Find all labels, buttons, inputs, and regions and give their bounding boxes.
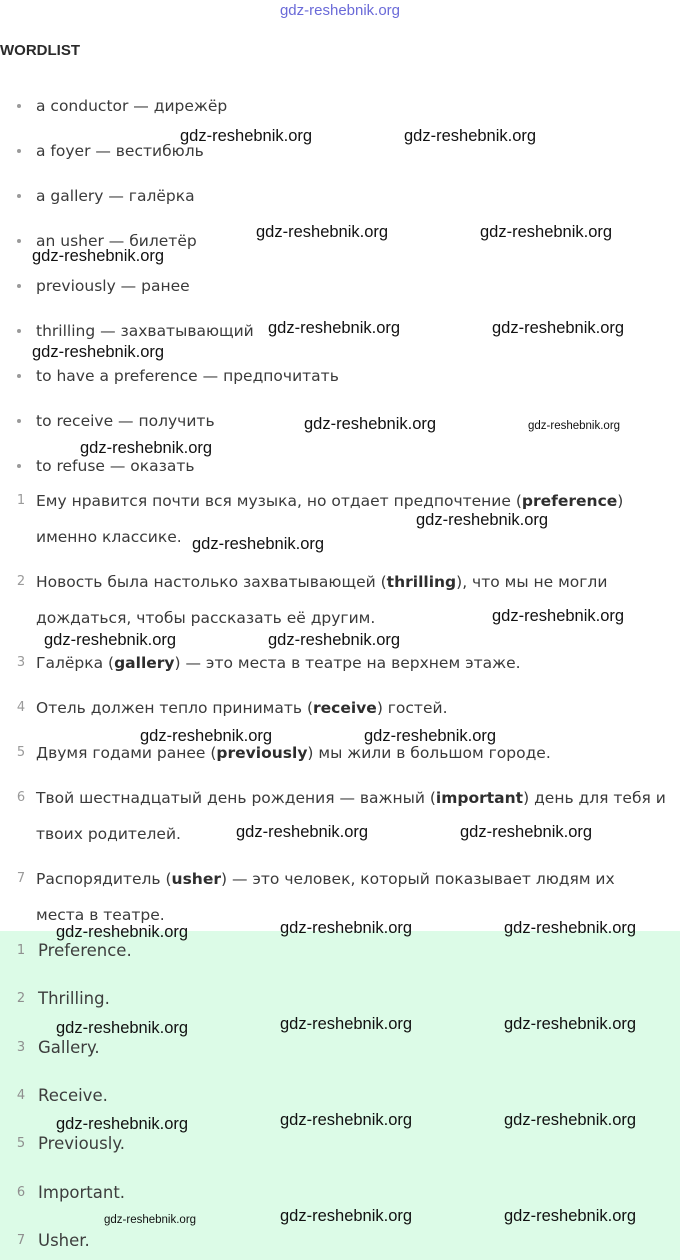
answer-number: 3 bbox=[16, 1040, 26, 1055]
task-number: 1 bbox=[16, 493, 26, 508]
answer-item bbox=[0, 1083, 680, 1109]
task-answer-word: usher bbox=[171, 870, 221, 888]
bullet-icon bbox=[17, 149, 21, 153]
answer-number: 2 bbox=[16, 991, 26, 1006]
answer-text: Previously. bbox=[38, 1134, 125, 1153]
task-text: Распорядитель (usher) — это человек, который показывает людям их bbox=[36, 870, 615, 888]
watermark: gdz-reshebnik.org bbox=[268, 631, 401, 649]
watermark: gdz-reshebnik.org bbox=[460, 823, 593, 841]
watermark: gdz-reshebnik.org bbox=[280, 1015, 413, 1033]
task-answer-word: previously bbox=[216, 744, 308, 762]
task-answer-word: preference bbox=[521, 492, 618, 510]
task-text: Галёрка (gallery) — это места в театре на верхнем этаже. bbox=[36, 654, 521, 672]
watermark: gdz-reshebnik.org bbox=[404, 127, 537, 145]
task-text: Новость была настолько захватывающей (thrilling), что мы не могли bbox=[36, 573, 608, 591]
watermark: gdz-reshebnik.org bbox=[504, 1207, 637, 1225]
task-number: 5 bbox=[16, 745, 26, 760]
answer-number: 7 bbox=[16, 1233, 26, 1248]
answer-item bbox=[0, 1228, 680, 1254]
watermark: gdz-reshebnik.org bbox=[56, 923, 189, 941]
answer-number: 4 bbox=[16, 1088, 26, 1103]
watermark: gdz-reshebnik.org bbox=[504, 1111, 637, 1129]
task-text-continued: места в театре. bbox=[36, 906, 165, 924]
watermark: gdz-reshebnik.org bbox=[504, 919, 637, 937]
site-watermark-header: gdz-reshebnik.org bbox=[279, 2, 401, 19]
watermark: gdz-reshebnik.org bbox=[56, 1115, 189, 1133]
task-text: Твой шестнадцатый день рождения — важный (important) день для тебя и bbox=[36, 789, 666, 807]
watermark: gdz-reshebnik.org bbox=[140, 727, 273, 745]
task-text-continued: твоих родителей. bbox=[36, 825, 181, 843]
word-entry: an usher — билетёр bbox=[36, 232, 197, 250]
answer-item bbox=[0, 1131, 680, 1157]
bullet-icon bbox=[17, 104, 21, 108]
word-entry: to refuse — оказать bbox=[36, 457, 195, 475]
task-number: 7 bbox=[16, 871, 26, 886]
bullet-icon bbox=[17, 464, 21, 468]
task-text-continued: именно классике. bbox=[36, 528, 182, 546]
task-answer-word: important bbox=[435, 789, 524, 807]
answer-text: Usher. bbox=[38, 1231, 90, 1250]
answer-number: 1 bbox=[16, 943, 26, 958]
answer-text: Important. bbox=[38, 1183, 126, 1202]
bullet-icon bbox=[17, 194, 21, 198]
bullet-icon bbox=[17, 239, 21, 243]
watermark: gdz-reshebnik.org bbox=[416, 511, 549, 529]
word-entry: a gallery — галёрка bbox=[36, 187, 195, 205]
watermark: gdz-reshebnik.org bbox=[80, 439, 213, 457]
watermark: gdz-reshebnik.org bbox=[256, 223, 389, 241]
watermark: gdz-reshebnik.org bbox=[268, 319, 401, 337]
task-number: 4 bbox=[16, 700, 26, 715]
watermark: gdz-reshebnik.org bbox=[480, 223, 613, 241]
watermark: gdz-reshebnik.org bbox=[180, 127, 313, 145]
watermark: gdz-reshebnik.org bbox=[56, 1019, 189, 1037]
watermark: gdz-reshebnik.org bbox=[504, 1015, 637, 1033]
task-number: 3 bbox=[16, 655, 26, 670]
answer-text: Preference. bbox=[38, 941, 132, 960]
answer-item bbox=[0, 986, 680, 1012]
bullet-icon bbox=[17, 329, 21, 333]
word-entry: a conductor — дирежёр bbox=[36, 97, 228, 115]
task-answer-word: gallery bbox=[114, 654, 175, 672]
wordlist-heading: WORDLIST bbox=[0, 42, 80, 59]
watermark: gdz-reshebnik.org bbox=[492, 607, 625, 625]
task-text: Ему нравится почти вся музыка, но отдает предпочтение (preference) bbox=[36, 492, 624, 510]
answer-number: 6 bbox=[16, 1185, 26, 1200]
watermark: gdz-reshebnik.org bbox=[32, 343, 165, 361]
answer-item bbox=[0, 1180, 680, 1206]
watermark: gdz-reshebnik.org bbox=[32, 247, 165, 265]
answer-number: 5 bbox=[16, 1136, 26, 1151]
word-entry: a foyer — вестибюль bbox=[36, 142, 204, 160]
answer-item bbox=[0, 1035, 680, 1061]
watermark: gdz-reshebnik.org bbox=[44, 631, 177, 649]
watermark: gdz-reshebnik.org bbox=[528, 420, 621, 432]
watermark: gdz-reshebnik.org bbox=[280, 1207, 413, 1225]
task-text: Двумя годами ранее (previously) мы жили в большом городе. bbox=[36, 744, 551, 762]
watermark: gdz-reshebnik.org bbox=[104, 1214, 197, 1226]
answer-text: Thrilling. bbox=[38, 989, 110, 1008]
bullet-icon bbox=[17, 284, 21, 288]
watermark: gdz-reshebnik.org bbox=[192, 535, 325, 553]
answer-text: Gallery. bbox=[38, 1038, 100, 1057]
bullet-icon bbox=[17, 374, 21, 378]
word-entry: to receive — получить bbox=[36, 412, 215, 430]
task-answer-word: receive bbox=[313, 699, 377, 717]
word-entry: previously — ранее bbox=[36, 277, 190, 295]
task-answer-word: thrilling bbox=[386, 573, 457, 591]
bullet-icon bbox=[17, 419, 21, 423]
watermark: gdz-reshebnik.org bbox=[492, 319, 625, 337]
answer-text: Receive. bbox=[38, 1086, 108, 1105]
watermark: gdz-reshebnik.org bbox=[280, 919, 413, 937]
task-number: 2 bbox=[16, 574, 26, 589]
word-entry: thrilling — захватывающий bbox=[36, 322, 254, 340]
watermark: gdz-reshebnik.org bbox=[364, 727, 497, 745]
watermark: gdz-reshebnik.org bbox=[280, 1111, 413, 1129]
watermark: gdz-reshebnik.org bbox=[304, 415, 437, 433]
task-number: 6 bbox=[16, 790, 26, 805]
watermark: gdz-reshebnik.org bbox=[236, 823, 369, 841]
task-text: Отель должен тепло принимать (receive) гостей. bbox=[36, 699, 448, 717]
word-entry: to have a preference — предпочитать bbox=[36, 367, 339, 385]
task-text-continued: дождаться, чтобы рассказать её другим. bbox=[36, 609, 376, 627]
